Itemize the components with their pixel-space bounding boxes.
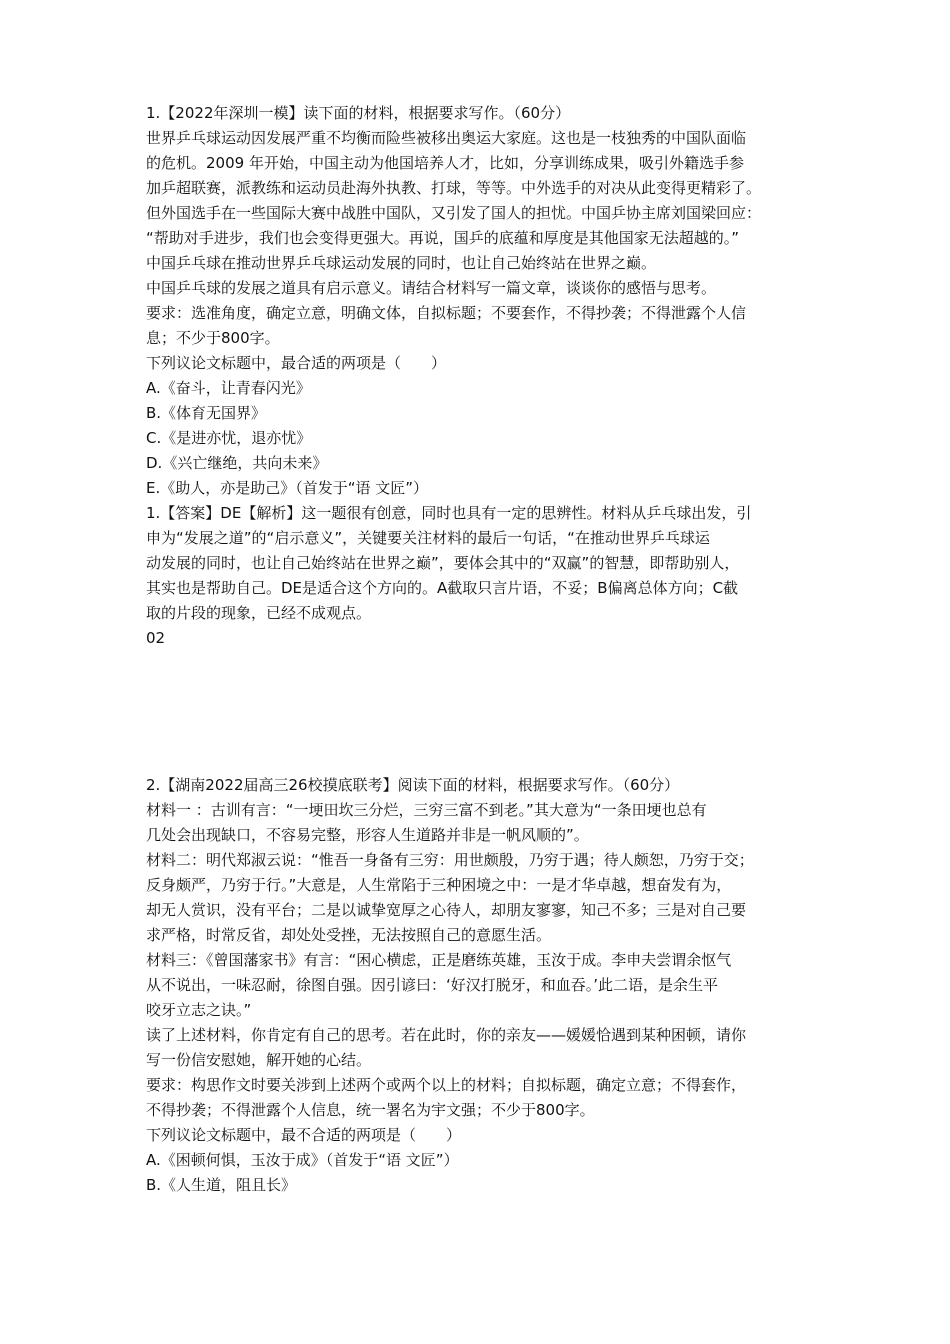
question-1-line: A.《奋斗，让青春闪光》 xyxy=(146,379,311,397)
question-1-line: 但外国选手在一些国际大赛中战胜中国队，又引发了国人的担忧。中国乒协主席刘国梁回应： xyxy=(146,204,762,222)
question-2-line: 咬牙立志之诀。” xyxy=(146,1001,252,1019)
question-2-line: 下列议论文标题中，最不合适的两项是（ ） xyxy=(146,1126,462,1144)
question-1-line: B.《体育无国界》 xyxy=(146,404,267,422)
question-1-line: 中国乒乓球的发展之道具有启示意义。请结合材料写一篇文章，谈谈你的感悟与思考。 xyxy=(146,279,717,297)
question-1-line: 取的片段的现象，已经不成观点。 xyxy=(146,604,372,622)
question-1-line: 1.【答案】DE【解析】这一题很有创意，同时也具有一定的思辨性。材料从乒乓球出发，引 xyxy=(146,504,752,522)
question-2-line: 几处会出现缺口，不容易完整，形容人生道路并非是一帆风顺的”。 xyxy=(146,826,589,844)
question-2-line: A.《困顿何惧，玉汝于成》（首发于“语 文匠”） xyxy=(146,1151,459,1169)
question-1-line: 息；不少于800字。 xyxy=(146,329,280,347)
question-1-line: 02 xyxy=(146,629,166,647)
question-2-line: 写一份信安慰她，解开她的心结。 xyxy=(146,1051,372,1069)
question-1-line: 其实也是帮助自己。DE是适合这个方向的。A截取只言片语，不妥；B偏离总体方向；C截 xyxy=(146,579,739,597)
question-2-line: 材料三：《曾国藩家书》有言：“困心横虑，正是磨练英雄，玉汝于成。李申夫尝谓余怄气 xyxy=(146,951,732,969)
question-1-line: C.《是进亦忧，退亦忧》 xyxy=(146,429,312,447)
question-1-line: E.《助人，亦是助己》（首发于“语 文匠”） xyxy=(146,479,429,497)
question-1-block xyxy=(146,101,826,651)
question-2-line: 从不说出，一味忍耐，徐图自强。因引谚曰：‘好汉打脱牙，和血吞。’此二语，是余生平 xyxy=(146,976,719,994)
question-2-line: 却无人赏识，没有平台；二是以诚挚宽厚之心待人，却朋友寥寥，知己不多；三是对自己要 xyxy=(146,901,747,919)
question-1-line: 申为“发展之道”的“启示意义”，关键要关注材料的最后一句话，“在推动世界乒乓球运 xyxy=(146,529,710,547)
question-2-line: 不得抄袭；不得泄露个人信息，统一署名为宇文强；不少于800字。 xyxy=(146,1101,595,1119)
question-1-line: D.《兴亡继绝，共向未来》 xyxy=(146,454,328,472)
question-1-line: 世界乒乓球运动因发展严重不均衡而险些被移出奥运大家庭。这也是一枝独秀的中国队面临 xyxy=(146,129,747,147)
question-1-line: 加乒超联赛，派教练和运动员赴海外执教、打球，等等。中外选手的对决从此变得更精彩了。 xyxy=(146,179,762,197)
question-2-line: 读了上述材料，你肯定有自己的思考。若在此时，你的亲友——媛媛恰遇到某种困顿，请你 xyxy=(146,1026,747,1044)
question-1-line: 要求：选准角度，确定立意，明确文体，自拟标题；不要套作，不得抄袭；不得泄露个人信 xyxy=(146,304,747,322)
question-2-line: B.《人生道，阻且长》 xyxy=(146,1176,297,1194)
question-1-line: 1.【2022年深圳一模】读下面的材料，根据要求写作。（60分） xyxy=(146,104,571,122)
question-2-line: 反身颇严，乃穷于行。”大意是，人生常陷于三种困境之中：一是才华卓越，想奋发有为， xyxy=(146,876,732,894)
question-2-line: 材料一 ：古训有言：“一埂田坎三分烂，三穷三富不到老。”其大意为“一条田埂也总有 xyxy=(146,801,707,819)
question-1-line: 下列议论文标题中，最合适的两项是（ ） xyxy=(146,354,447,372)
question-2-line: 材料二：明代郑淑云说：“惟吾一身备有三穷：用世颇殷，乃穷于遇；待人颇恕，乃穷于交； xyxy=(146,851,754,869)
question-2-line: 要求：构思作文时要关涉到上述两个或两个以上的材料；自拟标题，确定立意；不得套作， xyxy=(146,1076,747,1094)
question-2-line: 2.【湖南2022届高三26校摸底联考】阅读下面的材料，根据要求写作。（60分） xyxy=(146,776,680,794)
question-2-line: 求严格，时常反省，却处处受挫，无法按照自己的意愿生活。 xyxy=(146,926,552,944)
question-1-line: 动发展的同时，也让自己始终站在世界之巅”，要体会其中的“双赢”的智慧，即帮助别人， xyxy=(146,554,740,572)
question-1-line: 的危机。2009 年开始，中国主动为他国培养人才，比如，分享训练成果，吸引外籍选手参 xyxy=(146,154,744,172)
question-1-line: 中国乒乓球在推动世界乒乓球运动发展的同时，也让自己始终站在世界之巅。 xyxy=(146,254,657,272)
question-2-block xyxy=(146,773,826,1198)
question-1-line: “帮助对手进步，我们也会变得更强大。再说，国乒的底蕴和厚度是其他国家无法超越的。” xyxy=(146,229,740,247)
